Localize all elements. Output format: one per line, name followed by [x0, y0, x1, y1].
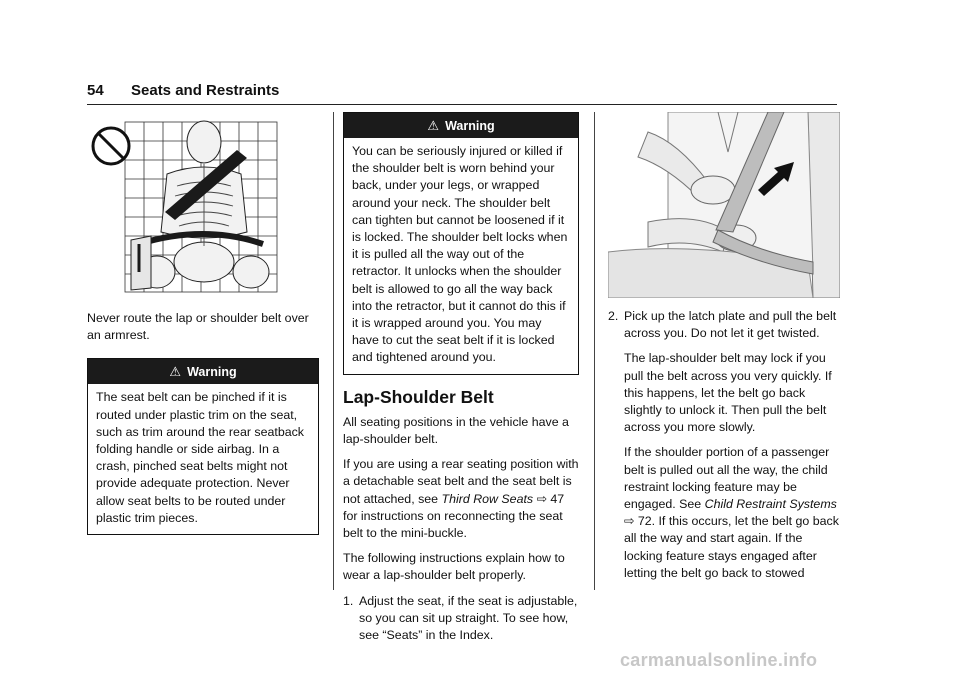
warning-box-trim: [87, 358, 319, 535]
section-heading: Lap-Shoulder Belt: [343, 386, 494, 407]
skeleton-illustration: [87, 112, 319, 300]
armrest-caption: Never route the lap or shoulder belt over an armrest.: [87, 311, 309, 343]
paragraph-instructions: The following instructions explain how to wear a lap-shoulder belt properly.: [343, 551, 565, 583]
warning-header: [88, 359, 318, 384]
page-reference[interactable]: ⇨ 47: [536, 491, 565, 506]
column-middle: [343, 112, 579, 652]
paragraph-intro: All seating positions in the vehicle have a lap-shoulder belt.: [343, 414, 569, 447]
page-number: 54: [87, 82, 104, 99]
latch-plate-illustration: [608, 112, 840, 298]
figure-latch-plate: [608, 112, 840, 298]
section-title: Seats and Restraints: [131, 82, 280, 99]
list-item: 1. Adjust the seat, if the seat is adjustable, so you can sit up straight. To see how, see “Seats” in the Index.: [343, 593, 578, 643]
warning-body: You can be seriously injured or killed if the shoulder belt is worn behind your back, under your legs, or wrapped around your neck. The shoulder belt can tighten but cannot be loosened if it is locked. The shoulder belt locks when it is pulled all the way out of the retractor. It unlocks when the shoulder belt is allowed to go all the way back into the retractor, but it cannot do this if it is wrapped around you. You may have to cut the seat belt if it is locked and tightened around you.: [352, 144, 568, 365]
list-item: 2. Pick up the latch plate and pull the belt across you. Do not let it get twisted.: [608, 309, 837, 341]
cross-reference-link[interactable]: Third Row Seats: [441, 491, 534, 506]
warning-title: Warning: [187, 365, 237, 380]
warning-title: Warning: [445, 119, 495, 133]
watermark: carmanualsonline.info: [620, 650, 818, 670]
figure-armrest-skeleton: [87, 112, 319, 300]
warning-box-shoulder-belt: [343, 112, 579, 375]
column-divider-left: [333, 112, 334, 590]
page-header: [87, 82, 837, 105]
column-divider-right: [594, 112, 595, 590]
column-left: [87, 112, 319, 535]
warning-body: The seat belt can be pinched if it is routed under plastic trim on the seat, such as trim around the rear seatback folding handle or side airbag. In a crash, pinched seat belts might not provide adequate protection. Never allow seat belts to be routed under plastic trim pieces.: [96, 390, 304, 525]
page-reference[interactable]: ⇨ 72: [624, 514, 652, 529]
paragraph-lock-quickly: The lap-shoulder belt may lock if you pull the belt across you very quickly. If this happens, let the belt go back slightly to unlock it. Then pull the belt across you more slowly.: [624, 351, 832, 435]
prohibition-icon: [93, 128, 129, 164]
steps-list: [343, 593, 579, 645]
warning-triangle-icon: ⚠: [427, 118, 440, 133]
paragraph-child-restraint: If the shoulder portion of a passenger belt is pulled out all the way, the child restraint locking feature may be engaged. See Child Restraint Systems ⇨ 72. If this occurs, let the belt go back all the way and start again. If the locking feature stays engaged after letting the belt go back to stowed: [624, 445, 839, 580]
warning-header: [344, 113, 578, 138]
paragraph-rear-seat: If you are using a rear seating position with a detachable seat belt and the seat belt is not attached, see Third Row Seats ⇨ 47 for instructions on reconnecting the seat belt to the mini-buckle.: [343, 457, 579, 541]
column-right: [608, 112, 840, 590]
steps-list: [608, 308, 840, 342]
cross-reference-link[interactable]: Child Restraint Systems: [704, 497, 837, 512]
warning-triangle-icon: ⚠: [169, 364, 182, 380]
